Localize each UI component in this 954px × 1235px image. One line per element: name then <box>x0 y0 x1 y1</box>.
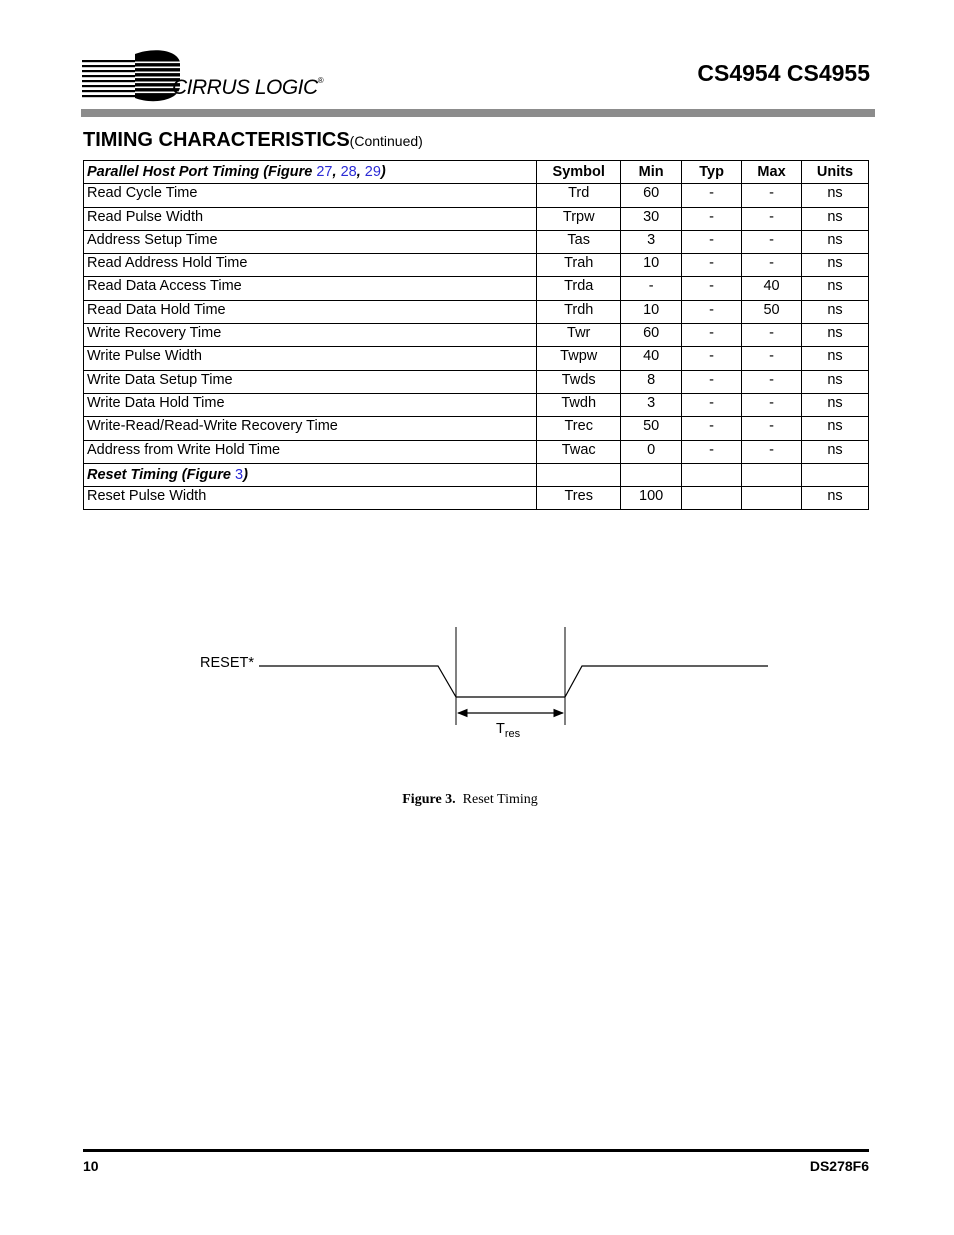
cell-min: 3 <box>621 230 682 253</box>
cell-symbol: Twr <box>537 324 621 347</box>
cell-units: ns <box>802 207 869 230</box>
cell-max: 50 <box>742 300 802 323</box>
cell-max: - <box>742 230 802 253</box>
cell-typ: - <box>682 347 742 370</box>
cell-param: Read Cycle Time <box>84 184 537 207</box>
cell-typ: - <box>682 254 742 277</box>
cell-units: ns <box>802 440 869 463</box>
cell-max: 40 <box>742 277 802 300</box>
cell-param: Read Pulse Width <box>84 207 537 230</box>
cell-min: 10 <box>621 254 682 277</box>
section-title: TIMING CHARACTERISTICS(Continued) <box>83 129 423 151</box>
cell-max: - <box>742 184 802 207</box>
cell-max: - <box>742 254 802 277</box>
group-header-parallel: Parallel Host Port Timing (Figure 27, 28, 29) <box>84 161 537 184</box>
cell-max: - <box>742 393 802 416</box>
cell-units: ns <box>802 300 869 323</box>
cell-typ: - <box>682 230 742 253</box>
column-header-symbol: Symbol <box>537 161 621 184</box>
cell-typ: - <box>682 440 742 463</box>
cell-symbol: Twac <box>537 440 621 463</box>
cell-max: - <box>742 440 802 463</box>
reset-signal-waveform <box>259 666 768 697</box>
cell-units: ns <box>802 254 869 277</box>
cell-min: 30 <box>621 207 682 230</box>
cell-min: - <box>621 277 682 300</box>
cell-param: Reset Pulse Width <box>84 487 537 510</box>
cell-typ: - <box>682 207 742 230</box>
cell-units: ns <box>802 347 869 370</box>
cell-param: Write-Read/Read-Write Recovery Time <box>84 417 537 440</box>
column-header-units: Units <box>802 161 869 184</box>
cell-typ: - <box>682 417 742 440</box>
cell-min: 60 <box>621 324 682 347</box>
cell-units: ns <box>802 230 869 253</box>
figure-caption: Figure 3. Reset Timing <box>402 792 538 807</box>
cell-typ: - <box>682 393 742 416</box>
footer-rule <box>83 1149 869 1152</box>
cell-param: Address Setup Time <box>84 230 537 253</box>
part-numbers: CS4954 CS4955 <box>697 60 870 86</box>
cell-typ: - <box>682 370 742 393</box>
document-id: DS278F6 <box>809 1158 869 1174</box>
cell-param: Write Data Hold Time <box>84 393 537 416</box>
figure-link-29[interactable]: 29 <box>364 164 381 181</box>
column-header-max: Max <box>742 161 802 184</box>
cell-min: 40 <box>621 347 682 370</box>
cell-units: ns <box>802 417 869 440</box>
cell-units: ns <box>802 487 869 510</box>
cell-max: - <box>742 417 802 440</box>
cell-param: Write Data Setup Time <box>84 370 537 393</box>
figure-link-28[interactable]: 28 <box>340 164 357 181</box>
figure-link-3[interactable]: 3 <box>234 467 244 483</box>
cell-max: - <box>742 324 802 347</box>
cell-symbol: Tas <box>537 230 621 253</box>
cell-max: - <box>742 207 802 230</box>
cell-min: 60 <box>621 184 682 207</box>
cell-units: ns <box>802 277 869 300</box>
cell-param: Read Address Hold Time <box>84 254 537 277</box>
cell-param: Write Pulse Width <box>84 347 537 370</box>
cell-param: Read Data Access Time <box>84 277 537 300</box>
column-header-min: Min <box>621 161 682 184</box>
cell-symbol: Trda <box>537 277 621 300</box>
page-number: 10 <box>83 1158 99 1174</box>
cell-symbol: Twdh <box>537 393 621 416</box>
cell-min: 8 <box>621 370 682 393</box>
cell-units: ns <box>802 370 869 393</box>
figure-link-27[interactable]: 27 <box>316 164 333 181</box>
cell-symbol: Trd <box>537 184 621 207</box>
cell-typ: - <box>682 300 742 323</box>
cell-min: 100 <box>621 487 682 510</box>
cell-min: 10 <box>621 300 682 323</box>
reset-signal-label: RESET* <box>200 655 254 671</box>
cell-symbol: Twpw <box>537 347 621 370</box>
cell-param: Write Recovery Time <box>84 324 537 347</box>
cell-units: ns <box>802 184 869 207</box>
cell-symbol: Trpw <box>537 207 621 230</box>
cell-symbol: Twds <box>537 370 621 393</box>
cell-symbol: Trec <box>537 417 621 440</box>
cell-max: - <box>742 347 802 370</box>
cell-typ: - <box>682 184 742 207</box>
cell-min: 50 <box>621 417 682 440</box>
cell-min: 3 <box>621 393 682 416</box>
cell-typ: - <box>682 277 742 300</box>
column-header-typ: Typ <box>682 161 742 184</box>
cell-units: ns <box>802 393 869 416</box>
cell-symbol: Trdh <box>537 300 621 323</box>
cell-symbol: Trah <box>537 254 621 277</box>
cell-units: ns <box>802 324 869 347</box>
cell-param: Read Data Hold Time <box>84 300 537 323</box>
cell-symbol: Tres <box>537 487 621 510</box>
cell-typ: - <box>682 324 742 347</box>
tres-label: $T_{res}$ <box>496 721 521 740</box>
cell-param: Address from Write Hold Time <box>84 440 537 463</box>
group-header-reset: Reset Timing (Figure 3) <box>84 463 537 486</box>
logo-wordmark: CIRRUS LOGIC® <box>172 76 324 99</box>
cell-max: - <box>742 370 802 393</box>
cell-min: 0 <box>621 440 682 463</box>
